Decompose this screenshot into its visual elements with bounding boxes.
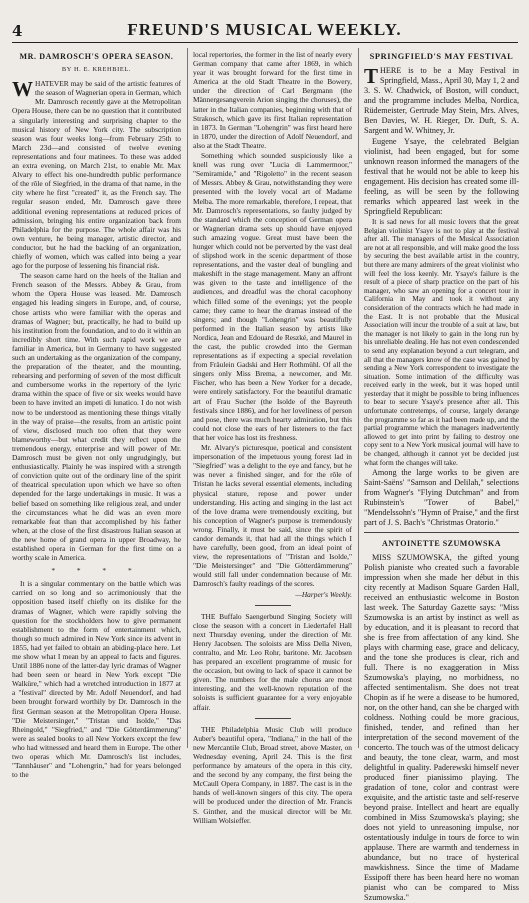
- divider: [364, 532, 519, 533]
- article-source: —Harper's Weekly.: [295, 589, 352, 599]
- page-number: 4: [12, 22, 23, 40]
- article-title: MR. DAMROSCH'S OPERA SEASON.: [19, 52, 174, 61]
- article-paragraph: Eugene Ysaye, the celebrated Belgian violinist, had been engaged, but for some unknown reason informed the managers of the festival that he would not be able to keep his engagement. His decision has created some ill-feeling, as will be seen by the following remarks which appeared last week in the Springfield Republican:: [364, 137, 519, 216]
- masthead-rule: [12, 42, 518, 43]
- divider: [255, 605, 291, 606]
- paragraph-text: HATEVER may be said of the artistic features of the season of Wagnerian opera in German, which Mr. Damrosch recently gave at the Metropolitan Opera House, there can be no question that it contributed a singularly interesting and surprising chapter to the musical history of New York city. The subscription season was four weeks long—from February 25th to March 23d—and consisted of twelve evening representations and four matinees. To these was added an extra evening, on March 21st, to enable Mr. Max Alvary to effect his one-hundredth public performance of the rôle of Siegfried, in the drama of that name, in the city where he first "created" it, as the French say. The regular season ended, Mr. Damrosch gave three additional evening representations at reduced prices of admission, bringing his entire organization back from Philadelphia for the purpose. The whole affair was his own venture, he being manager, artistic director, and conductor, but he had the backing of an organization, chiefly of women, which was called into being a year ago for the purpose of lessening his financial risk.: [12, 79, 181, 271]
- news-item: THE Philadelphia Music Club will produce Auber's beautiful opera, "Indiana," in the hall of the new Mercantile Club, Broad street, above Master, on Wednesday evening, April 24. This is the first performance by amateurs of the opera in this city, and the second by any company, the first being the McCaull Opera Company, in 1887. The cast is in the hands of well-known singers of this city. The opera will be produced under the direction of Mr. Francis S. Ginther, and the musical director will be Mr. William Wolsieffer.: [193, 724, 352, 825]
- article-paragraph: [12, 79, 181, 270]
- article-paragraph: [364, 66, 519, 136]
- article-paragraph: Among the large works to be given are Saint-Saëns' "Samson and Delilah," selections from Wagner's "Flying Dutchman" and from Rubinstein's "Tower of Babel," "Mendelssohn's "Hymn of Praise," and the first part of J. S. Bach's "Christmas Oratorio.": [364, 468, 519, 528]
- news-item: THE Buffalo Saengerbund Singing Society will close the season with a concert in Liedertafel Hall next Thursday evening, under the direction of Mr. Henry Jacobsen. The soloists are Miss Della Niven, contralto, and Mr. Leo Rohr, baritone. Mr. Jacobsen has prepared an excellent programme of music for the occasion, but owing to lack of space it cannot be given. The numbers for the male chorus are most interesting, and the well-known reputation of the soloists is sufficient guarantee for a very enjoyable affair.: [193, 611, 352, 712]
- article-paragraph: MISS SZUMOWSKA, the gifted young Polish pianiste who created such a favorable impression when she made her début in this city recently at Madison Square Garden Hall, received an enthusiastic welcome in Boston last week. The Saturday Gazette says: "Miss Szumowska is an artist by instinct as well as by education, and it is pleasant to record that she is free from affectation of any kind. She plays with charming ease, grace and delicacy, and the tone she produces is clear, rich and full. There is no exaggeration in Miss Szumowska's playing, no morbidness, no affected sentimentalism. She does not treat Chopin as if he were a disease to be humored, nor, on the other hand, can she be charged with coldness. Nothing could be more gracious, finished, tender, and refined than her interpretation of the second movement of the concerto. The touch was of the utmost delicacy and beauty, the tone clear, warm, and most delightful in quality. Paderewski himself never produced finer pianissimo playing. The gradation of tone, color and contrast were exquisite, and the artistic taste and self-reserve beyond praise. Intellect and heart are equally combined in Miss Szumowska's playing; she does not yield to unreasoning impulse, nor ostentatiously indulge in tours de force to win applause. There are warmth and tenderness in abundance, but no trace of hysterical mawkishness. Since the time of Madame Essipoff there has been heard here no woman pianist who can be compared to Miss Szumowska.": [364, 553, 519, 903]
- column-1: [12, 50, 181, 780]
- paragraph-text: HERE is to be a May Festival in Springfield, Mass., April 30, May 1, 2 and 3. S. W. Chadwick, of Boston, will conduct, and the programme includes Melba, Nordica, Rüdemeister, Gertrude May Stein, Mrs. Alves, Ben Davies, W. H. Rieger, Dr. Duft, S. A. Sargent and W. Whitney, Jr.: [364, 66, 519, 135]
- article-paragraph: local repertories, the former in the list of nearly every German company that came after 1869, in which year it was brought forward for the first time in America at the old Stadt Theatre in the Bowery, under the direction of Carl Bergmann (the Männergesangverein Arion singing the choruses), the latter in the Italian companies, beginning with that of Strakosch, which gave its first Italian representation in 1873. In German "Lohengrin" was first heard here in 1870, under the direction of Adolf Neuendorf, and also at the Stadt Theatre.: [193, 50, 352, 150]
- article-paragraph: It is a singular commentary on the battle which was carried on so long and so acrimoniously that the opposition based itself chiefly on its dislike for the dramas of Wagner, which were rapidly solving the question for the stockholders how to give permanent establishment to the form of entertainment which, though so much admired in New York since its advent in 1855, had yet failed to obtain an abiding-place here. Let me show what I mean by an appeal to facts and figures. Until 1886 none of the latter-day lyric dramas of Wagner had been seen or heard in New York except "Die Walküre," which had a wretched introduction in 1877 at a "festival" directed by Mr. Adolf Neuendorf, and had been brought forward worthily by Dr. Damrosch in the first German season at the Metropolitan Opera House. "Die Meistersinger," "Tristan und Isolde," "Das Rheingold," "Siegfried," and "Die Götterdämmerung" were as sealed books to all New Yorkers except the few who had witnessed and heard them in Europe. The other two operas which Mr. Damrosch's list includes, "Tannhäuser" and "Lohengrin," had for years belonged to the: [12, 579, 181, 780]
- column-3: [364, 50, 519, 903]
- drop-cap: T: [364, 64, 379, 88]
- article-title: SPRINGFIELD'S MAY FESTIVAL: [369, 52, 514, 61]
- article-paragraph: The season came hard on the heels of the Italian and French season of the Messrs. Abbey & Grau, from whom the Opera House was leased. Mr. Damrosch engaged his leading singers in Europe, and, of course, chose artists who were familiar with the operas and dramas of Wagner; but, practically, he had to build up his institution from the foundation, and to do it within an incredibly short time. With such rapid work we are familiar in America, but in Germany to have suggested such an undertaking as the organization of the company, the preparation of the theater, and the mounting, rehearsing and performing of seven of the most difficult and cumbersome works in the repertory of the lyric drama within the space of five or six weeks would have been to have invited an impeti di lunatico. I do not wish now to be understood as mentioning these things vitally in the way of praise—the results, from an artistic point of view, disclosed much too often that they were blameworthy—but what credit they reflect upon the tremendous energy, enterprise and will power of Mr. Damrosch must be given not only ungrudgingly, but enthusiastically. Plainly he was inspired with a strength of conviction quite out of the ordinary line of the spirit of theatrical speculation upon which we have so often depended for the large undertakings in music. It was a belief based on something like religious zeal, and under the circumstances what he did was an even more remarkable feat than that accomplished by his father when, at the close of the first disastrous Italian season at the new home of grand opera in upper Broadway, he established opera in German for the first time on a worthy scale in America.: [12, 271, 181, 563]
- article-byline: BY H. E. KREHBIEL.: [61, 66, 132, 74]
- column-2: [193, 50, 352, 825]
- divider: [255, 718, 291, 719]
- section-break-stars: * * * *: [51, 566, 142, 576]
- article-title: ANTOINETTE SZUMOWSKA: [382, 539, 501, 549]
- article-paragraph: Mr. Alvary's picturesque, poetical and consistent impersonation of the impetuous young forest lad in "Siegfried" was a delight to the eye and fancy, but he was never a finished singer, and for the rôle of Tristan he lacks several essential elements, including physical stature, repose and power under understanding. His acting and singing in the last act of the love drama were tremendously exciting, but his conception of Wagner's purpose is tremendously wrong. Finally, it must be said, since the spirit of candor demands it, that had all the things which I have carefully, been good, from an ideal point of view, the representations of "Tristan and Isolde," "Die Meistersinger" and "Die Götterdämmerung" would still fall under condemnation because of Mr. Damrosch's faulty readings of the scores.: [193, 443, 352, 589]
- masthead: FREUND'S MUSICAL WEEKLY.: [127, 20, 402, 39]
- column-divider-1: [187, 48, 188, 748]
- article-paragraph: Something which sounded suspiciously like a knell was rung over "Lucia di Lammermoor," "Semiramide," and "Rigoletto" in the recent season of Messrs. Abbey & Grau, notwithstanding they were presented with the lovely vocal art of Madame Melba. The more remarkable, therefore, I repeat, that Mr. Damrosch's representations, so faulty judged by the standard which the conception of German opera or Wagnerian drama sets up should have enjoyed such amazing vogue. Great must have been the hunger which could not be perverted by the vast deal of slipshod work in the scenic department of those representations, and the vaster deal of bungling and makeshift in the stage management. Many an affront was given to the taste and intelligence of the audiences, and dreadful was the choral cacophony which filled some of the evenings; yet the people came; they came to hear the dramas instead of the singers; and though "Lohengrin" was beautifully performed in the Italian season by artists like Nordica, Jean and Edouard de Reszké, and Maurel in the cast, the public crowded into the German representations as if expecting a special revelation from Fräulein Gadski and Herr Rothmühl. Of all the singers only Miss Brema, a newcomer, and Mr. Fischer, who has been a New Yorker for a decade, were entirely satisfactory. For the beautiful dramatic art of Frau Sucher (the Isolde of the Bayreuth festivals since 1886), and for her loveliness of person and pose, there was much hearty admiration, but this could not close the ears of her listeners to the fact that her voice has lost its freshness.: [193, 151, 352, 442]
- drop-cap: W: [12, 77, 33, 102]
- column-divider-2: [358, 48, 359, 748]
- quoted-paragraph: It is sad news for all music lovers that the great Belgian violinist Ysaye is not to play at the festival after all. The managers of the Musical Association are not at all responsible, and will make good the loss by securing the best available artist in the country, but there are many admirers of the great violinist who will feel the loss keenly. Mr. Ysaye's failure is the result of a piece of sharp practice on the part of his manager, who saw an opening for a concert tour in California in May and took it without any consideration of the contracts which he had made in the East. It is not probable that the Musical Association will incur the trouble of a suit at law, but the manager is not likely to gain in the long run by his unreliable dealing. He has not even condescended to send any explanation beyond a curt telegram, and all that the managers know of the case was gained by sending a New York correspondent to investigate the situation. Some intimation of the difficulty was received early in the week, but it was hoped until yesterday that it might be possible to bring influences to bear to secure Ysaye's presence after all. This unfortunate contretemps, of course, largely derange the programme so far as it had been made up, and the partial programme which the managers inadvertently allowed to get into print by failing to destroy one copy sent to a New York musical journal will have to be changed, although it cannot yet be decided just what form the changes will take.: [364, 218, 519, 467]
